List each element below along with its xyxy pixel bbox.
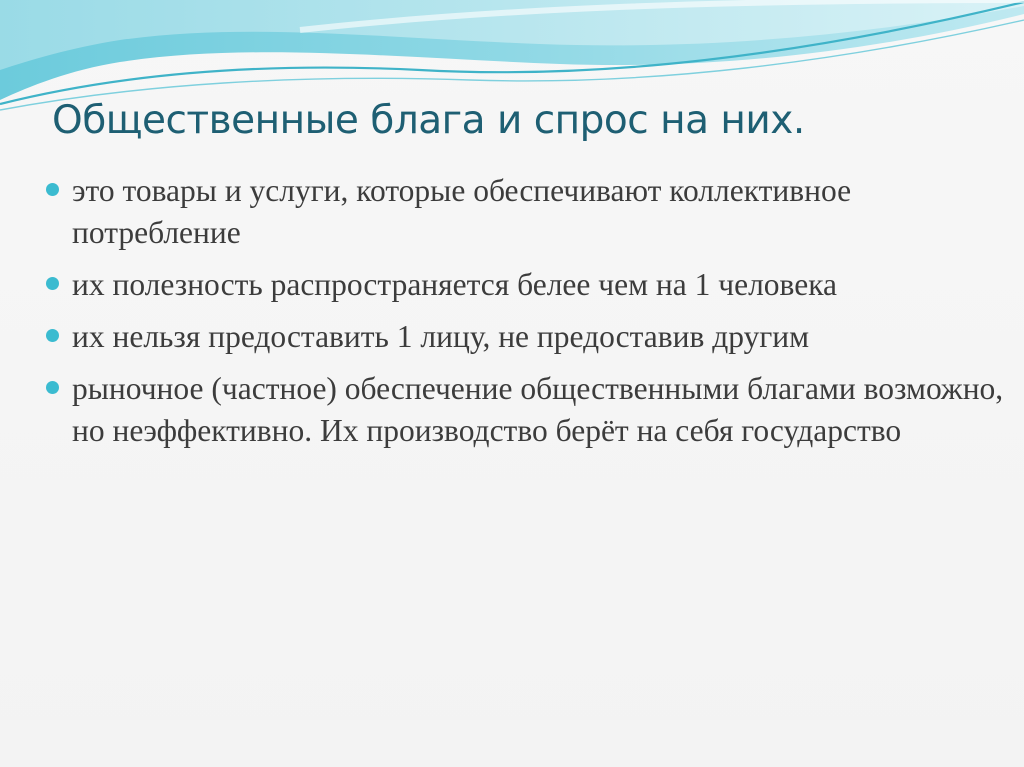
bullet-list	[42, 170, 1017, 462]
bullet-dot-icon	[46, 277, 59, 290]
bullet-dot-icon	[46, 329, 59, 342]
bullet-item	[42, 170, 1017, 254]
slide-title: Общественные блага и спрос на них.	[52, 98, 805, 143]
bullet-text: рыночное (частное) обеспечение общественными благами возможно, но неэффективно. Их производство берёт на себя государство	[72, 371, 1004, 448]
bullet-dot-icon	[46, 381, 59, 394]
bullet-text: их нельзя предоставить 1 лицу, не предоставив другим	[72, 319, 810, 354]
bullet-item	[42, 264, 1017, 306]
bullet-item	[42, 368, 1017, 452]
bullet-dot-icon	[46, 183, 59, 196]
bullet-item	[42, 316, 1017, 358]
bullet-text: это товары и услуги, которые обеспечивают коллективное потребление	[72, 173, 852, 250]
bullet-text: их полезность распространяется белее чем на 1 человека	[72, 267, 838, 302]
